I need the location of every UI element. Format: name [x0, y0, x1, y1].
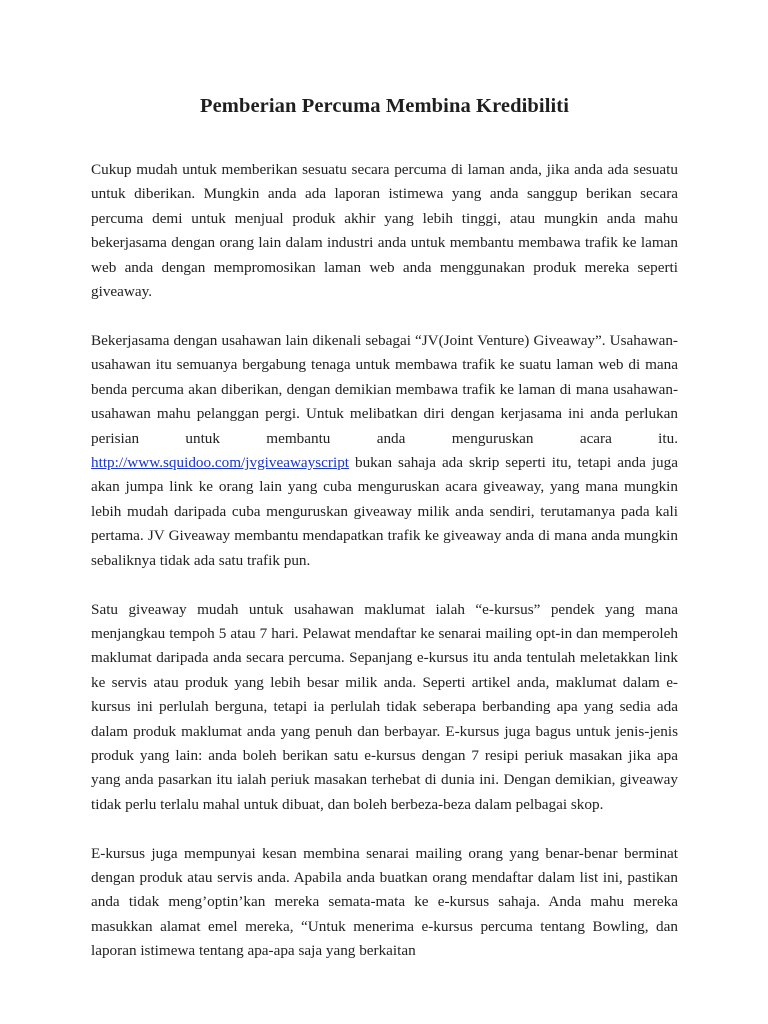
paragraph-mailing-list: E-kursus juga mempunyai kesan membina senarai mailing orang yang benar-benar berminat dengan produk atau servis anda. Apabila anda buatkan orang mendaftar dalam list ini, pastikan anda tidak meng’optin’kan mereka semata-mata ke e-kursus sahaja. Anda mahu mereka masukkan alamat emel mereka, “Untuk menerima e-kursus percuma tentang Bowling, dan laporan istimewa tentang apa-apa saja yang berkaitan [91, 844, 678, 960]
paragraph-jv-text-after-link: bukan sahaja ada skrip seperti itu, tetapi anda juga akan jumpa link ke orang lain yang cuba menguruskan acara giveaway, yang mana mungkin lebih mudah daripada cuba menguruskan giveaway milik anda sendiri, terutamanya pada kali pertama. JV Giveaway membantu mendapatkan trafik ke giveaway anda di mana anda mungkin sebaliknya tidak ada satu trafik pun. [91, 453, 678, 569]
paragraph-intro: Cukup mudah untuk memberikan sesuatu secara percuma di laman anda, jika anda ada sesuatu untuk diberikan. Mungkin anda ada laporan istimewa yang anda sanggup berikan secara percuma demi untuk menjual produk akhir yang lebih tinggi, atau mungkin anda mahu bekerjasama dengan orang lain dalam industri anda untuk membantu membawa trafik ke laman web anda dengan mempromosikan laman web anda menggunakan produk mereka seperti giveaway. [91, 161, 678, 301]
paragraph-e-kursus: Satu giveaway mudah untuk usahawan maklumat ialah “e-kursus” pendek yang mana menjangkau tempoh 5 atau 7 hari. Pelawat mendaftar ke senarai mailing opt-in dan memperoleh maklumat daripada anda secara percuma. Sepanjang e-kursus itu anda tentulah meletakkan link ke servis atau produk yang lebih besar milik anda. Seperti artikel anda, maklumat dalam e-kursus ini perlulah berguna, tetapi ia perlulah tidak seberapa berbanding apa yang sedia ada dalam produk maklumat anda yang penuh dan berbayar. E-kursus juga bagus untuk jenis-jenis produk yang lain: anda boleh berikan satu e-kursus dengan 7 resipi periuk masakan jika apa yang anda pasarkan itu ialah periuk masakan terhebat di dunia ini. Dengan demikian, giveaway tidak perlu terlalu mahal untuk dibuat, dan boleh berbeza-beza dalam pelbagai skop. [91, 600, 678, 813]
squidoo-link[interactable]: http://www.squidoo.com/jvgiveawayscript [91, 453, 350, 471]
document-title: Pemberian Percuma Membina Kredibiliti [199, 95, 570, 117]
paragraph-jv-giveaway [91, 329, 678, 573]
paragraph-jv-text-before-link: Bekerjasama dengan usahawan lain dikenali sebagai “JV(Joint Venture) Giveaway”. Usahawan-usahawan itu semuanya bergabung tenaga untuk membawa trafik ke suatu laman web di mana benda percuma akan diberikan, dengan demikian membawa trafik ke laman di mana usahawan-usahawan mahu pelanggan pergi. Untuk melibatkan diri dengan kerjasama ini anda perlukan perisian untuk membantu anda menguruskan acara itu. [91, 331, 678, 447]
